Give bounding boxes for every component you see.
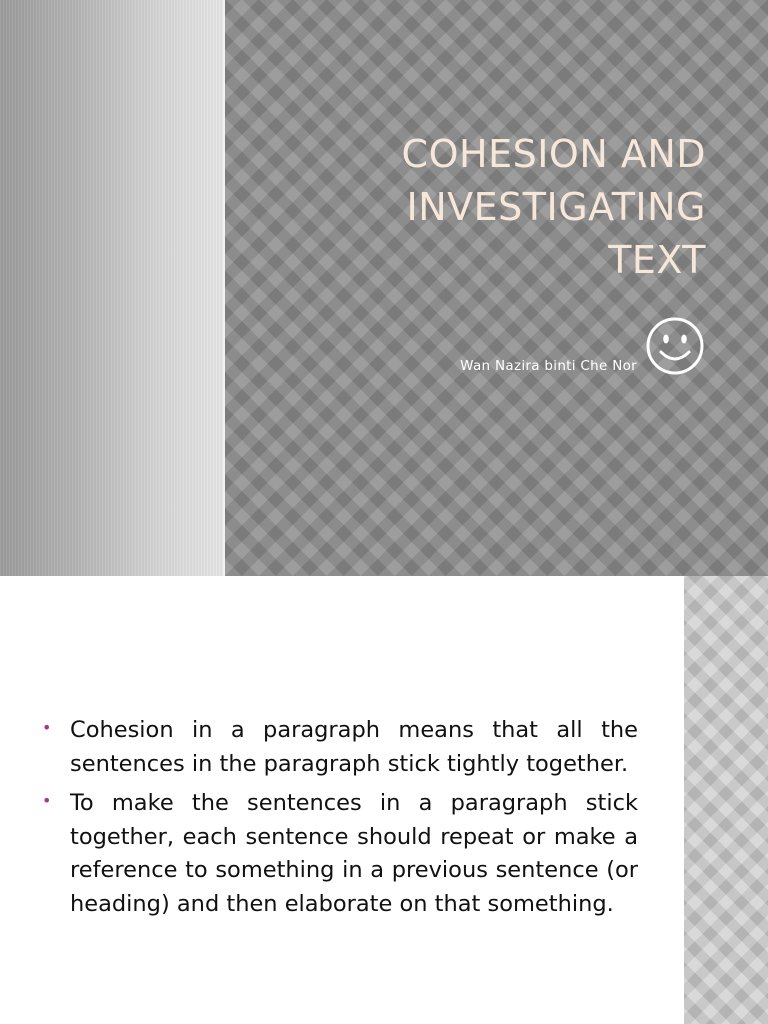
list-item [40, 714, 638, 781]
title-slide-left-panel [0, 0, 223, 576]
bullet-text: To make the sentences in a paragraph stick together, each sentence should repeat or make a reference to something in a previous sentence (or heading) and then elaborate on that something. [70, 790, 638, 917]
content-slide [0, 576, 768, 1024]
slide-title-line-3: TEXT [608, 238, 706, 282]
smiley-face-icon [645, 316, 705, 376]
slide-title-line-1: COHESION AND [401, 132, 706, 176]
bullet-icon: • [42, 791, 52, 810]
content-slide-side-strip [684, 576, 768, 1024]
title-slide-right-panel [225, 0, 768, 576]
list-item [40, 787, 638, 921]
bullet-text: Cohesion in a paragraph means that all the sentences in the paragraph stick tightly together. [70, 717, 638, 777]
bullet-list [40, 714, 638, 927]
author-name: Wan Nazira binti Che Nor [460, 358, 637, 374]
slide-title [306, 128, 706, 287]
slide-title-line-2: INVESTIGATING [406, 185, 706, 229]
bullet-icon: • [42, 718, 52, 737]
